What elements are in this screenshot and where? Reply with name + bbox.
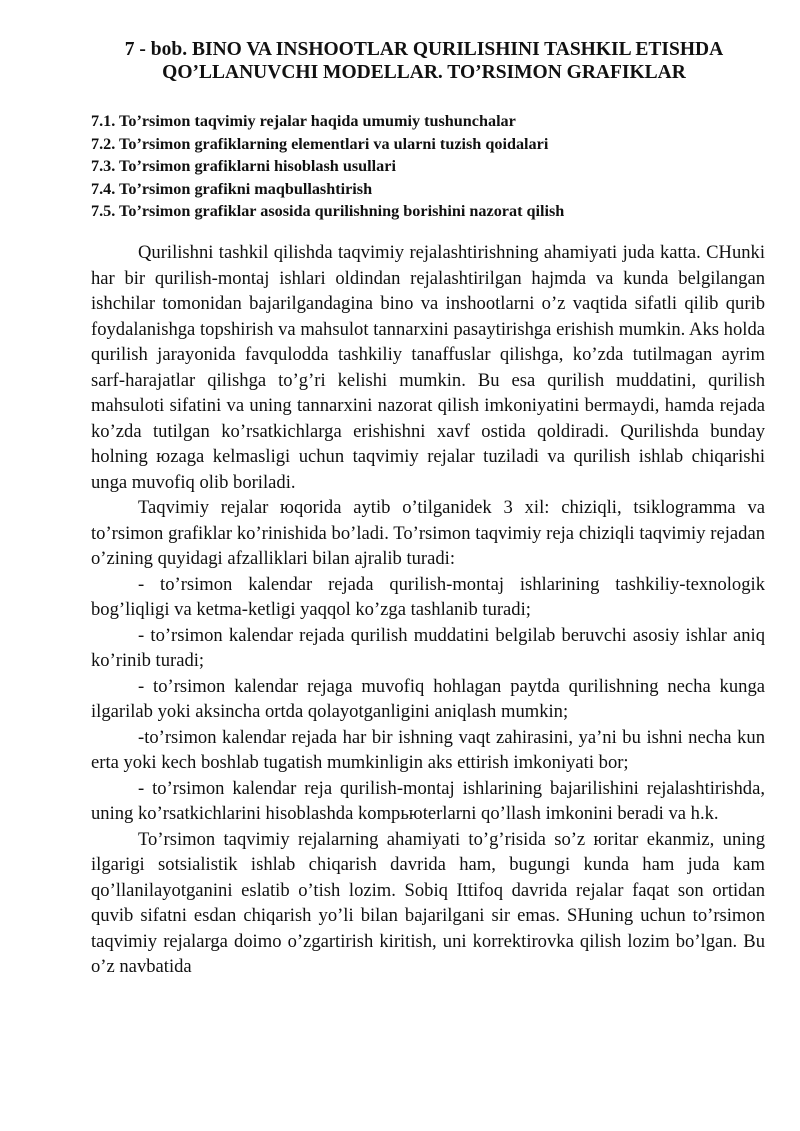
chapter-title-line-1: 7 - bob. BINO VA INSHOOTLAR QURILISHINI TASHKIL ETISHDA [124, 39, 724, 60]
section-item: 7.4. To’rsimon grafikni maqbullashtirish [91, 179, 373, 198]
chapter-title [80, 38, 768, 84]
section-item: 7.5. To’rsimon grafiklar asosida qurilishning borishini nazorat qilish [91, 202, 565, 220]
list-paragraph: - to’rsimon kalendar rejaga muvofiq hohlagan paytda qurilishning necha kunga ilgarilab yoki aksincha ortda qolayotganligini aniqlash mumkin; [91, 675, 765, 722]
section-item: 7.2. To’rsimon grafiklarning elementlari va ularni tuzish qoidalari [91, 134, 549, 153]
list-paragraph: - to’rsimon kalendar reja qurilish-montaj ishlarining bajarilishini rejalashtirishda, uning ko’rsatkichlarini hisoblashda kompьюterlarni qo’llash imkonini beradi va h.k. [91, 777, 765, 824]
paragraph: Qurilishni tashkil qilishda taqvimiy rejalashtirishning ahamiyati juda katta. CHunki har bir qurilish-montaj ishlari oldindan rejalashtirilgan hajmda va kunda belgilangan ishchilar tomonidan bajarilgandagina bino va inshootlarni o’z vaqtida sifatli qilib qurib foydalanishga topshirish va mahsulot tannarxini pasaytirishga erishish mumkin. Aks holda qurilish jarayonida favqulodda tashkiliy tanaffuslar qilishga, ko’zda tutilmagan ayrim sarf-harajatlar qilishga to’g’ri kelishi mumkin. Bu esa qurilish muddatini, qurilish mahsuloti sifatini va uning tannarxini nazorat qilish imkoniyatini bermaydi, hamda rejada ko’zda tutilgan ko’rsatkichlarga erishishni xavf ostida qoldiradi. Qurilishda bunday holning юzaga kelmasligi uchun taqvimiy rejalar tuziladi va qurilish ishlab chiqarishi unga muvofiq olib boriladi. [91, 242, 765, 493]
section-list [91, 110, 771, 223]
list-paragraph: - to’rsimon kalendar rejada qurilish-montaj ishlarining tashkiliy-texnologik bog’liqligi va ketma-ketligi yaqqol ko’zga tashlanib turadi; [91, 573, 765, 620]
paragraph: Taqvimiy rejalar юqorida aytib o’tilganidek 3 xil: chiziqli, tsiklogramma va to’rsimon grafiklar ko’rinishida bo’ladi. To’rsimon taqvimiy reja chiziqli taqvimiy rejadan o’zining quyidagi afzalliklari bilan ajralib turadi: [91, 497, 765, 569]
list-paragraph: - to’rsimon kalendar rejada qurilish muddatini belgilab beruvchi asosiy ishlar aniq ko’rinib turadi; [91, 624, 765, 671]
list-paragraph: -to’rsimon kalendar rejada har bir ishning vaqt zahirasini, ya’ni bu ishni necha kun erta yoki kech boshlab tugatish mumkinligin aks ettirish imkoniyati bor; [91, 726, 765, 773]
section-item: 7.3. To’rsimon grafiklarni hisoblash usullari [91, 157, 396, 175]
section-item: 7.1. To’rsimon taqvimiy rejalar haqida umumiy tushunchalar [91, 112, 516, 130]
body-text [91, 240, 765, 980]
chapter-title-line-2: QO’LLANUVCHI MODELLAR. TO’RSIMON GRAFIKLAR [162, 62, 686, 83]
paragraph: To’rsimon taqvimiy rejalarning ahamiyati to’g’risida so’z юritar ekanmiz, uning ilgarigi sotsialistik ishlab chiqarish davrida ham, bugungi kunda ham juda kam qo’llanilayotganini eslatib o’tish lozim. Sobiq Ittifoq davrida rejalar faqat son ortidan quvib sifatni esdan chiqarish yo’li bilan bajarilgani sir emas. SHuning uchun to’rsimon taqvimiy rejalarga doimo o’zgartirish kiritish, uni korrektirovka qilish lozim bo’lgan. Bu o’z navbatida [91, 828, 765, 977]
